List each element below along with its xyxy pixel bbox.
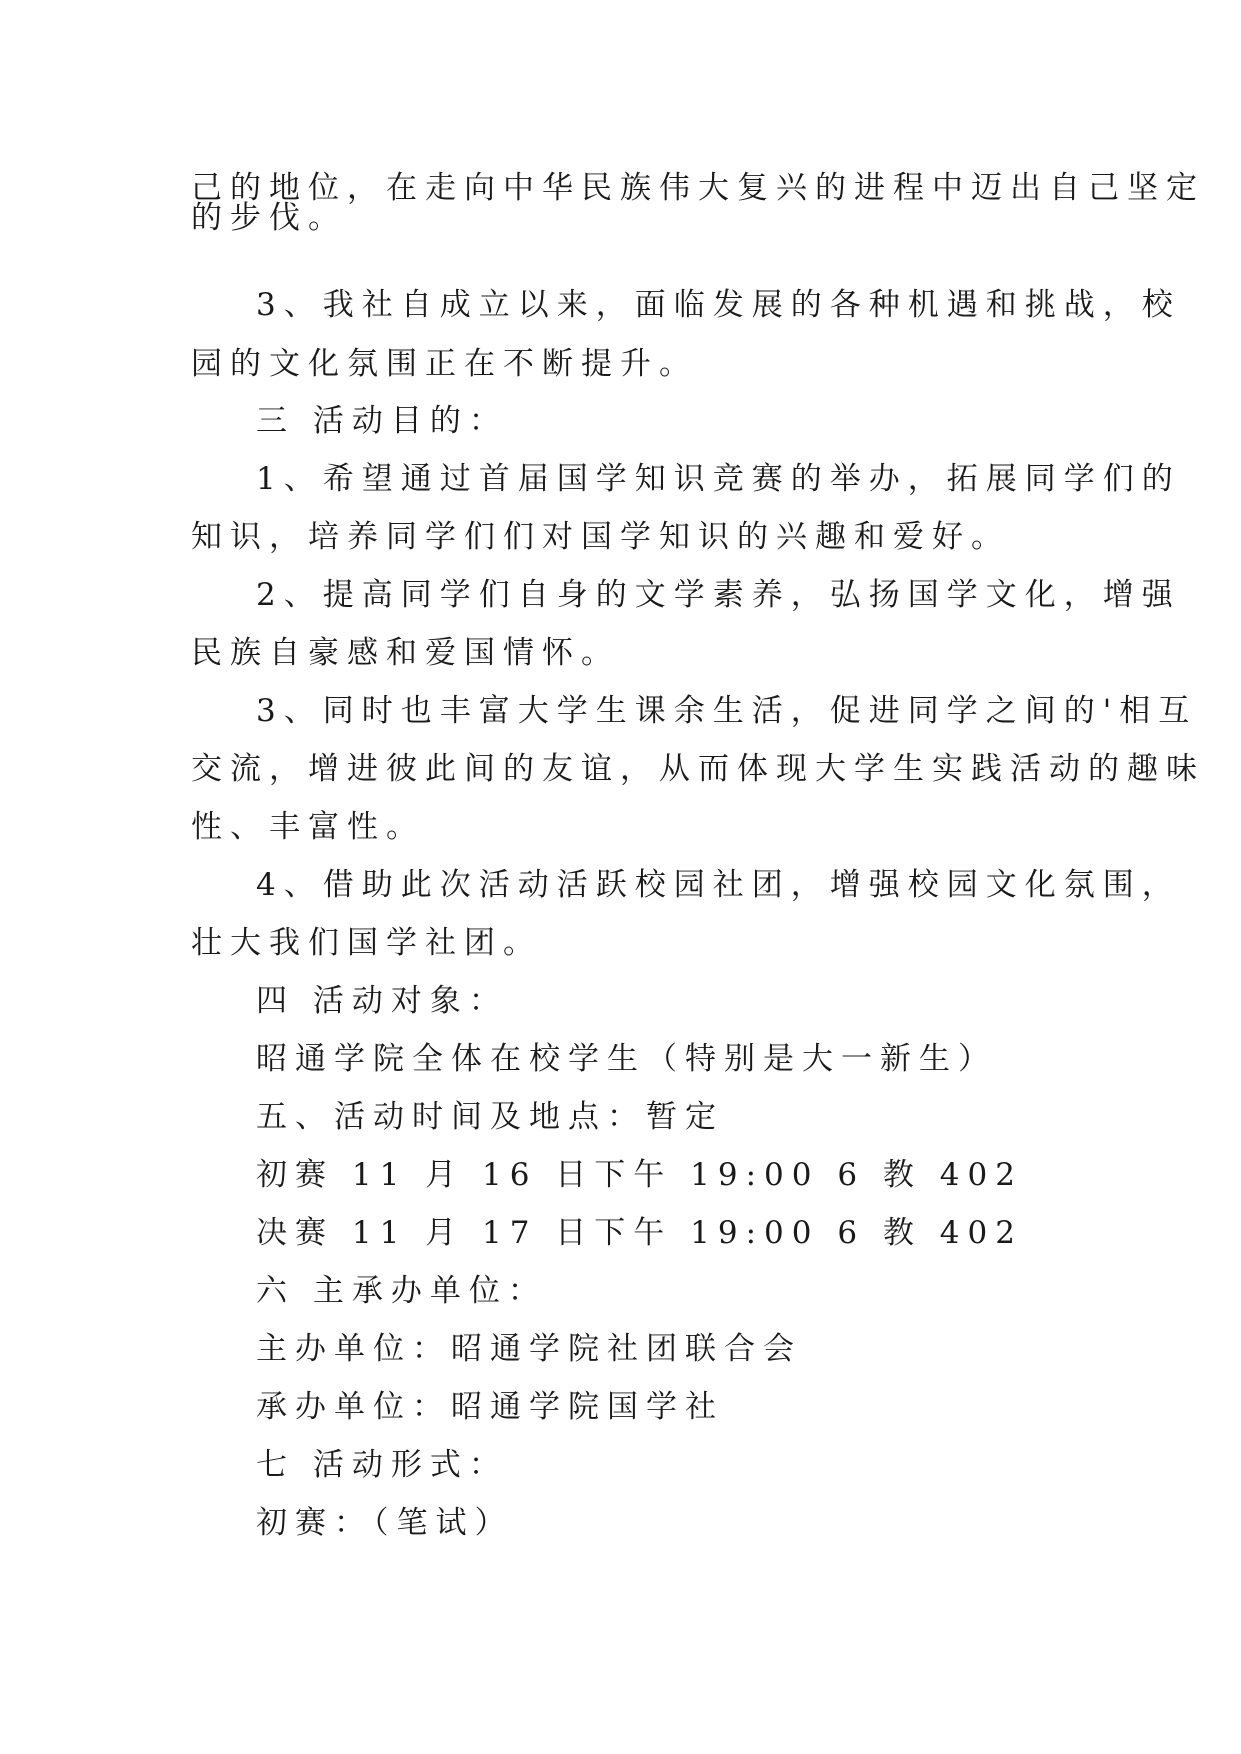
- paragraph-line: 1、希望通过首届国学知识竞赛的举办，拓展同学们的: [256, 461, 1181, 497]
- section-heading: 五、活动时间及地点：暂定: [256, 1099, 724, 1135]
- section-heading: 三 活动目的：: [256, 403, 508, 439]
- paragraph-line: 3、同时也丰富大学生课余生活，促进同学之间的'相互: [256, 693, 1198, 729]
- section-heading: 四 活动对象：: [256, 983, 508, 1019]
- paragraph-line: 2、提高同学们自身的文学素养，弘扬国学文化，增强: [256, 577, 1181, 613]
- section-heading: 六 主承办单位：: [256, 1273, 547, 1309]
- paragraph-line: 3、我社自成立以来，面临发展的各种机遇和挑战，校: [256, 287, 1181, 323]
- schedule-line: 决赛 11 月 17 日下午 19:00 6 教 402: [256, 1215, 1023, 1251]
- paragraph-line: 知识，培养同学们们对国学知识的兴趣和爱好。: [191, 519, 1010, 555]
- paragraph-line: 4、借助此次活动活跃校园社团，增强校园文化氛围，: [256, 867, 1181, 903]
- section-heading: 七 活动形式：: [256, 1447, 508, 1483]
- paragraph-line: 初赛：（笔试）: [256, 1505, 514, 1541]
- organizer-line: 主办单位：昭通学院社团联合会: [256, 1331, 802, 1367]
- paragraph-line: 昭通学院全体在校学生（特别是大一新生）: [256, 1041, 997, 1077]
- organizer-line: 承办单位：昭通学院国学社: [256, 1389, 724, 1425]
- paragraph-line: 园的文化氛围正在不断提升。: [191, 346, 698, 382]
- paragraph-line: 交流，增进彼此间的友谊，从而体现大学生实践活动的趣味: [191, 751, 1205, 787]
- paragraph-line: 的步伐。: [191, 200, 347, 236]
- paragraph-line: 性、丰富性。: [191, 809, 425, 845]
- schedule-line: 初赛 11 月 16 日下午 19:00 6 教 402: [256, 1157, 1023, 1193]
- paragraph-line: 己的地位，在走向中华民族伟大复兴的进程中迈出自己坚定: [191, 170, 1205, 206]
- paragraph-line: 壮大我们国学社团。: [191, 925, 542, 961]
- paragraph-line: 民族自豪感和爱国情怀。: [191, 635, 620, 671]
